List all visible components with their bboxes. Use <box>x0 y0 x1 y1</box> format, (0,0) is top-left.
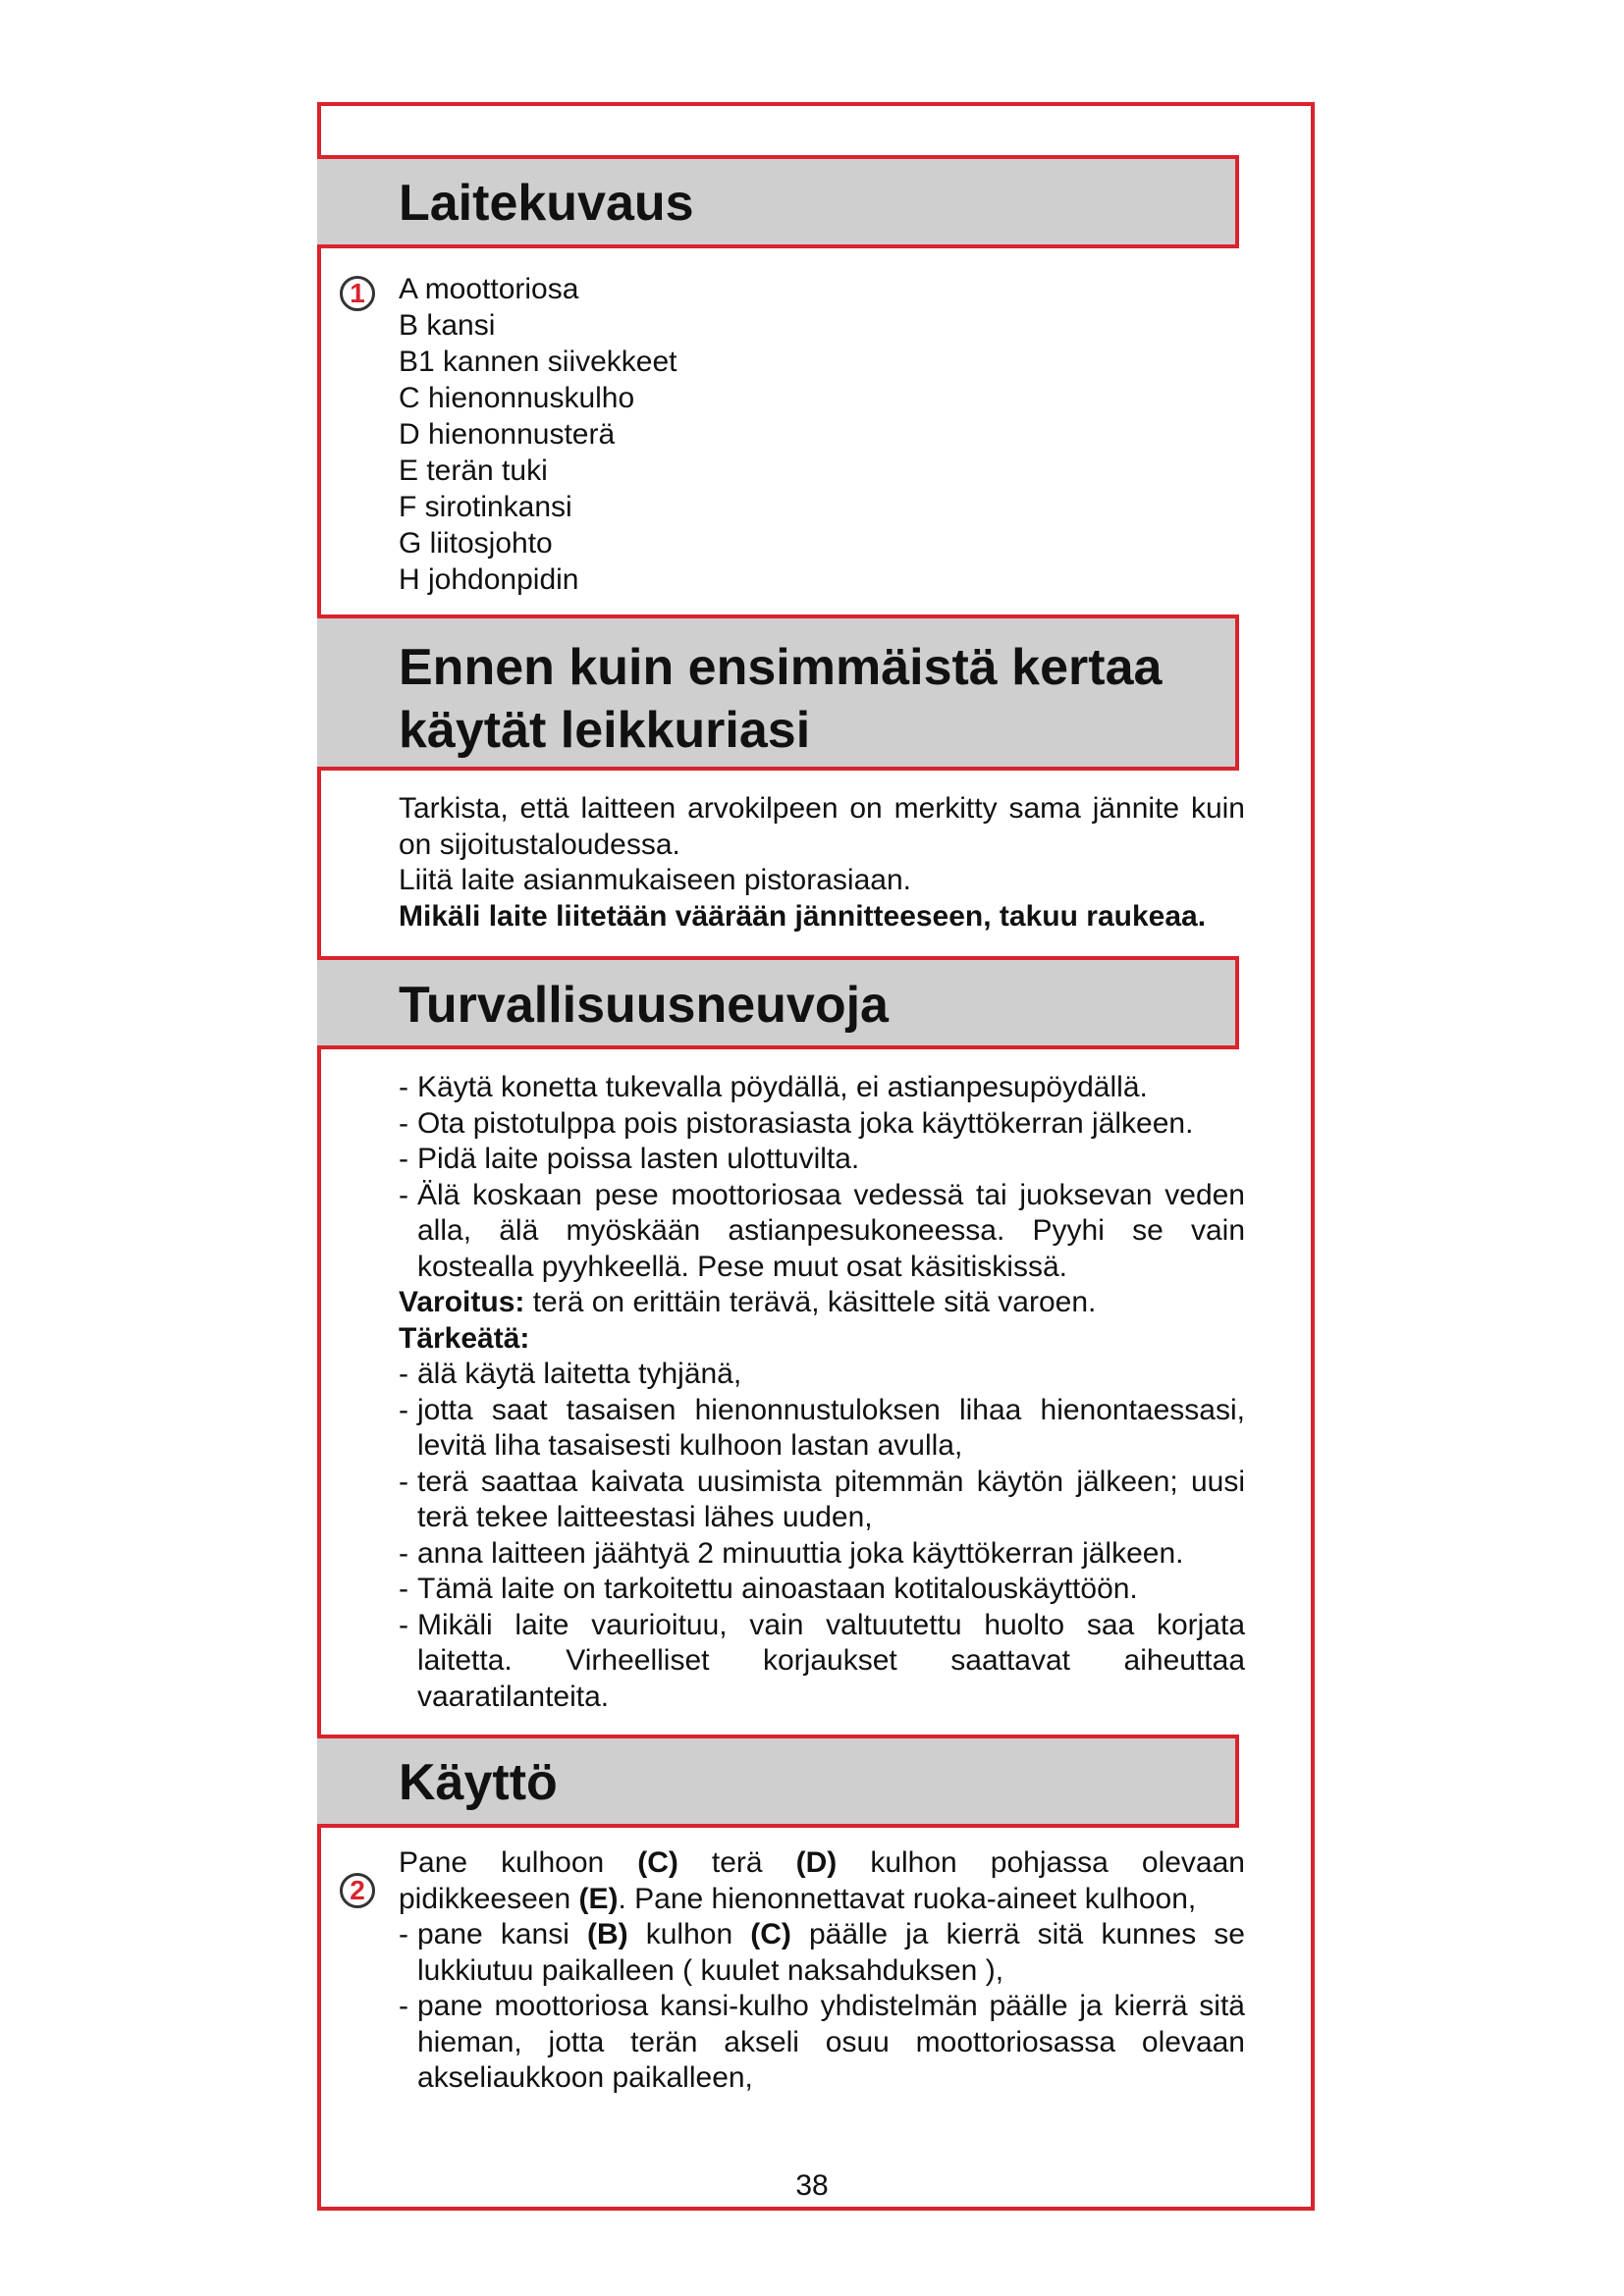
section-header-safety <box>317 956 1239 1049</box>
section-header-description <box>317 155 1239 248</box>
section-title: Ennen kuin ensimmäistä kertaa käytät leikkuriasi <box>399 639 1163 759</box>
section-title: Käyttö <box>399 1754 558 1811</box>
list-item: E terän tuki <box>399 454 548 487</box>
part-ref: (E) <box>578 1882 619 1915</box>
safety-text <box>399 1070 1245 1715</box>
list-item: - Ota pistotulppa pois pistorasiasta joka käyttökerran jälkeen. <box>399 1106 1245 1143</box>
list-item: A moottoriosa <box>399 273 579 305</box>
list-item <box>399 1917 1245 1989</box>
warning-line <box>399 1285 1245 1321</box>
part-ref: (D) <box>795 1846 838 1879</box>
text-span: Pane kulhoon <box>399 1846 638 1879</box>
section-header-usage <box>317 1735 1239 1828</box>
text-span: terä <box>677 1846 796 1879</box>
section-title: Turvallisuusneuvoja <box>399 977 889 1034</box>
section-title: Laitekuvaus <box>399 175 694 232</box>
text-span: kulhon pohjassa olevaan pidikkeeseen <box>399 1846 1245 1915</box>
list-item: G liitosjohto <box>399 527 553 560</box>
text-span: pane kansi <box>417 1918 587 1950</box>
figure-ref-badge: 2 <box>340 1873 375 1908</box>
paragraph: Tarkista, että laitteen arvokilpeen on merkitty sama jännite kuin on sijoitustaloudessa. <box>399 792 1245 861</box>
list-item: - Mikäli laite vaurioituu, vain valtuutettu huolto saa korjata laitetta. Virheelliset korjaukset saattavat aiheuttaa vaaratilanteita. <box>399 1608 1245 1716</box>
text-span: . Pane hienonnettavat ruoka-aineet kulhoon, <box>618 1882 1197 1915</box>
list-item: - jotta saat tasaisen hienonnustuloksen lihaa hienontaessasi, levitä liha tasaisesti kulhoon lastan avulla, <box>399 1393 1245 1465</box>
before-use-text <box>399 791 1245 934</box>
list-item: - Pidä laite poissa lasten ulottuvilta. <box>399 1142 1245 1178</box>
important-label: Tärkeätä: <box>399 1321 530 1355</box>
list-item: H johdonpidin <box>399 563 579 596</box>
list-item: C hienonnuskulho <box>399 382 635 414</box>
usage-text <box>399 1845 1245 2097</box>
list-item: B1 kannen siivekkeet <box>399 346 677 378</box>
warning-text: terä on erittäin terävä, käsittele sitä varoen. <box>524 1286 1097 1318</box>
list-item: D hienonnusterä <box>399 418 616 451</box>
voltage-warning: Mikäli laite liitetään väärään jännitteeseen, takuu raukeaa. <box>399 899 1207 933</box>
part-ref: (B) <box>586 1918 628 1950</box>
list-item: F sirotinkansi <box>399 491 572 523</box>
page-number: 38 <box>795 2169 829 2202</box>
list-item: - anna laitteen jäähtyä 2 minuuttia joka käyttökerran jälkeen. <box>399 1536 1245 1573</box>
list-item: B kansi <box>399 309 496 342</box>
list-item: - Käytä konetta tukevalla pöydällä, ei astianpesupöydällä. <box>399 1070 1245 1106</box>
section-header-before-first-use <box>317 614 1239 771</box>
parts-list <box>399 272 1245 599</box>
part-ref: (C) <box>750 1918 791 1950</box>
text-span: päälle ja kierrä sitä kunnes se lukkiutuu paikalleen ( kuulet naksahduksen ), <box>417 1918 1245 1987</box>
warning-label: Varoitus: <box>399 1286 525 1318</box>
list-item: - terä saattaa kaivata uusimista pitemmän käytön jälkeen; uusi terä tekee laitteestasi lähes uuden, <box>399 1465 1245 1536</box>
part-ref: (C) <box>637 1846 678 1879</box>
usage-intro <box>399 1845 1245 1917</box>
figure-ref-badge: 1 <box>340 276 375 311</box>
paragraph: Liitä laite asianmukaiseen pistorasiaan. <box>399 864 911 896</box>
list-item: - älä käytä laitetta tyhjänä, <box>399 1357 1245 1393</box>
list-item: - Tämä laite on tarkoitettu ainoastaan kotitalouskäyttöön. <box>399 1572 1245 1608</box>
list-item: - Älä koskaan pese moottoriosaa vedessä tai juoksevan veden alla, älä myöskään astianpesukoneessa. Pyyhi se vain kostealla pyyhkeellä. Pese muut osat käsitiskissä. <box>399 1178 1245 1286</box>
list-item: - pane moottoriosa kansi-kulho yhdistelmän päälle ja kierrä sitä hieman, jotta terän akseli osuu moottoriosassa olevaan akseliaukkoon paikalleen, <box>399 1989 1245 2097</box>
text-span: kulhon <box>627 1918 751 1950</box>
